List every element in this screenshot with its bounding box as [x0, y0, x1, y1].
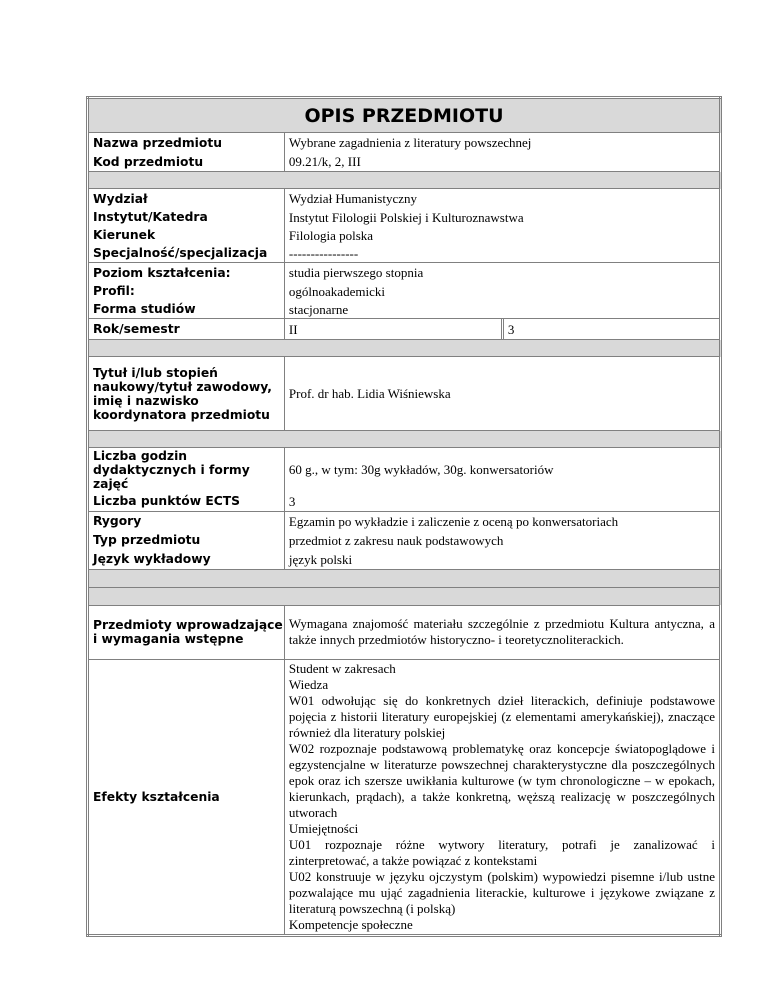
value-poziom: studia pierwszego stopnia [288, 265, 424, 280]
value-jezyk: język polski [288, 551, 353, 567]
label-rygory: Rygory [88, 511, 285, 531]
value-semestr: 3 [507, 321, 515, 337]
value-kod: 09.21/k, 2, III [288, 154, 361, 169]
label-typ: Typ przedmiotu [88, 531, 285, 550]
value-wydzial: Wydział Humanistyczny [288, 191, 418, 206]
efekty-line: U02 konstruuje w języku ojczystym (polskim) wypowiedzi pisemne i/lub ustne pozwalające mu ująć zagadnienia literackie, kulturowe i językowe związane z literaturą powszechną (i polską) [288, 868, 715, 916]
label-rok: Rok/semestr [88, 319, 285, 340]
label-specjalnosc: Specjalność/specjalizacja [88, 244, 285, 263]
label-wydzial: Wydział [88, 189, 285, 209]
label-jezyk: Język wykładowy [88, 550, 285, 570]
form-table [86, 96, 722, 937]
value-koordynator: Prof. dr hab. Lidia Wiśniewska [288, 386, 451, 401]
label-godziny: Liczba godzin dydaktycznych i formy zajęć [88, 448, 285, 492]
separator-bar [88, 569, 721, 587]
value-rygory: Egzamin po wykładzie i zaliczenie z oceną po konwersatoriach [288, 513, 619, 529]
efekty-line: U01 rozpoznaje różne wytwory literatury, potrafi je zanalizować i zinterpretować, a także powiązać z kontekstami [288, 836, 715, 868]
value-nazwa: Wybrane zagadnienia z literatury powszechnej [288, 135, 532, 150]
label-kod: Kod przedmiotu [88, 152, 285, 172]
separator-bar [88, 587, 721, 605]
separator-bar [88, 172, 721, 189]
value-forma: stacjonarne [288, 301, 349, 317]
label-instytut: Instytut/Katedra [88, 208, 285, 226]
value-typ: przedmiot z zakresu nauk podstawowych [288, 532, 504, 548]
value-instytut: Instytut Filologii Polskiej i Kulturoznawstwa [288, 209, 524, 225]
value-przedmioty: Wymagana znajomość materiału szczególnie z przedmiotu Kultura antyczna, a także innych przedmiotów historyczno- i teoretycznoliterackich. [288, 616, 715, 647]
label-ects: Liczba punktów ECTS [88, 492, 285, 512]
label-kierunek: Kierunek [88, 226, 285, 244]
value-ects: 3 [288, 493, 296, 509]
label-koordynator: Tytuł i/lub stopień naukowy/tytuł zawodowy, imię i nazwisko koordynatora przedmiotu [88, 357, 285, 431]
value-rok: II [285, 319, 504, 339]
page-title: OPIS PRZEDMIOTU [88, 98, 721, 133]
efekty-line: W01 odwołując się do konkretnych dzieł literackich, definiuje podstawowe pojęcia z historii literatury europejskiej (z elementami amerykańskiej), znaczące również dla literatury polskiej [288, 692, 715, 740]
label-profil: Profil: [88, 282, 285, 300]
efekty-line: Kompetencje społeczne [288, 916, 413, 932]
value-godziny: 60 g., w tym: 30g wykładów, 30g. konwersatoriów [288, 462, 554, 478]
label-forma: Forma studiów [88, 300, 285, 319]
efekty-line: Student w zakresach [288, 660, 396, 676]
value-profil: ogólnoakademicki [288, 283, 385, 299]
separator-bar [88, 340, 721, 357]
value-kierunek: Filologia polska [288, 227, 374, 243]
efekty-line: Umiejętności [288, 820, 359, 836]
value-efekty [284, 659, 720, 935]
label-poziom: Poziom kształcenia: [88, 263, 285, 283]
efekty-line: W02 rozpoznaje podstawową problematykę oraz koncepcje światopoglądowe i egzystencjalne w literaturze powszechnej charakterystyczne dla poszczególnych epok oraz ich szersze uwikłania kulturowe (w tym chronologiczne – w epokach, kierunkach, prądach), a także konkretną, węższą realizację w poszczególnych utworach [288, 740, 715, 820]
rok-cell [284, 319, 720, 340]
value-specjalnosc: ---------------- [288, 245, 359, 261]
label-efekty: Efekty kształcenia [88, 659, 285, 935]
label-nazwa: Nazwa przedmiotu [88, 133, 285, 153]
separator-bar [88, 431, 721, 448]
efekty-line: Wiedza [288, 676, 329, 692]
course-description-form [86, 96, 722, 937]
label-przedmioty: Przedmioty wprowadzające i wymagania wstępne [88, 605, 285, 659]
